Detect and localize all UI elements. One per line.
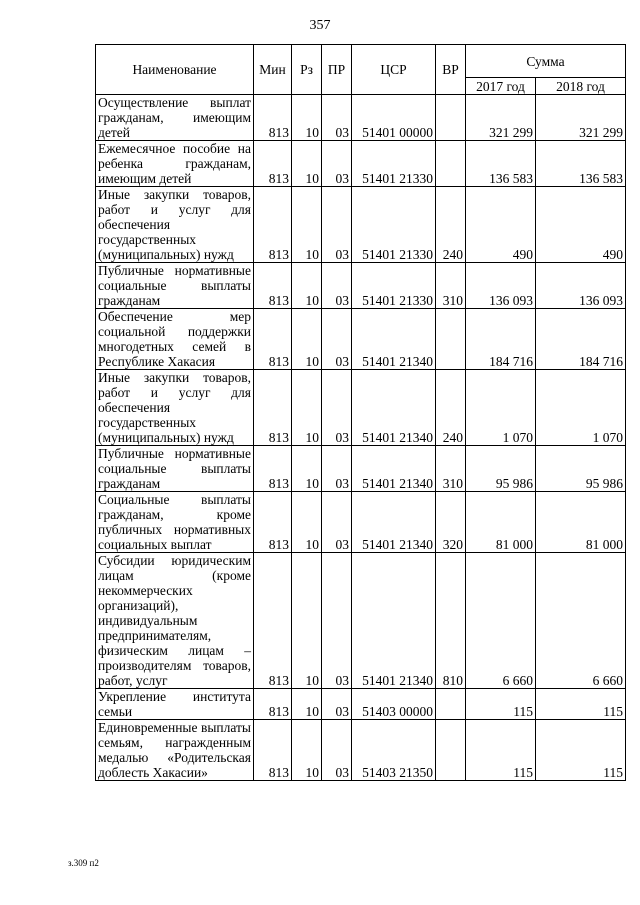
cell-name: Осуществление выплат гражданам, имеющим детей (96, 95, 254, 141)
table-row (96, 263, 626, 309)
cell-csr: 51401 21330 (352, 263, 436, 309)
cell-sum-2018: 115 (536, 689, 626, 720)
table-row (96, 141, 626, 187)
cell-sum-2018: 81 000 (536, 492, 626, 553)
header-rz: Рз (292, 45, 322, 95)
header-min: Мин (254, 45, 292, 95)
table-row (96, 689, 626, 720)
cell-min: 813 (254, 689, 292, 720)
cell-name: Публичные нормативные социальные выплаты гражданам (96, 263, 254, 309)
table-row (96, 492, 626, 553)
cell-sum-2018: 136 093 (536, 263, 626, 309)
cell-sum-2017: 136 093 (466, 263, 536, 309)
cell-csr: 51401 00000 (352, 95, 436, 141)
table-row (96, 309, 626, 370)
header-name: Наименование (96, 45, 254, 95)
table-body (96, 95, 626, 781)
cell-name: Единовременные выплаты семьям, награжденным медалью «Родительская доблесть Хакасии» (96, 720, 254, 781)
cell-pr: 03 (322, 309, 352, 370)
cell-sum-2018: 490 (536, 187, 626, 263)
cell-vr: 310 (436, 263, 466, 309)
cell-vr: 240 (436, 370, 466, 446)
header-year-2018: 2018 год (536, 78, 626, 95)
cell-sum-2017: 490 (466, 187, 536, 263)
cell-name: Иные закупки товаров, работ и услуг для обеспечения государственных (муниципальных) нужд (96, 370, 254, 446)
cell-pr: 03 (322, 689, 352, 720)
cell-vr (436, 141, 466, 187)
header-vr: ВР (436, 45, 466, 95)
cell-rz: 10 (292, 309, 322, 370)
cell-sum-2018: 6 660 (536, 553, 626, 689)
budget-table (95, 44, 626, 781)
cell-sum-2017: 6 660 (466, 553, 536, 689)
cell-sum-2017: 95 986 (466, 446, 536, 492)
cell-csr: 51403 21350 (352, 720, 436, 781)
cell-csr: 51403 00000 (352, 689, 436, 720)
cell-vr (436, 309, 466, 370)
table-row (96, 370, 626, 446)
cell-sum-2017: 1 070 (466, 370, 536, 446)
header-sum: Сумма (466, 45, 626, 78)
cell-sum-2018: 95 986 (536, 446, 626, 492)
cell-pr: 03 (322, 370, 352, 446)
cell-sum-2018: 136 583 (536, 141, 626, 187)
cell-rz: 10 (292, 370, 322, 446)
cell-min: 813 (254, 309, 292, 370)
cell-min: 813 (254, 187, 292, 263)
cell-rz: 10 (292, 263, 322, 309)
cell-pr: 03 (322, 553, 352, 689)
cell-csr: 51401 21340 (352, 553, 436, 689)
cell-sum-2017: 115 (466, 720, 536, 781)
table-row (96, 720, 626, 781)
cell-name: Публичные нормативные социальные выплаты гражданам (96, 446, 254, 492)
cell-vr: 240 (436, 187, 466, 263)
cell-pr: 03 (322, 446, 352, 492)
cell-min: 813 (254, 141, 292, 187)
cell-rz: 10 (292, 446, 322, 492)
cell-name: Обеспечение мер социальной поддержки многодетных семей в Республике Хакасия (96, 309, 254, 370)
cell-csr: 51401 21340 (352, 492, 436, 553)
cell-vr: 310 (436, 446, 466, 492)
cell-pr: 03 (322, 720, 352, 781)
cell-sum-2018: 115 (536, 720, 626, 781)
cell-csr: 51401 21330 (352, 141, 436, 187)
cell-sum-2017: 321 299 (466, 95, 536, 141)
header-year-2017: 2017 год (466, 78, 536, 95)
cell-sum-2017: 81 000 (466, 492, 536, 553)
cell-sum-2017: 115 (466, 689, 536, 720)
cell-csr: 51401 21330 (352, 187, 436, 263)
header-pr: ПР (322, 45, 352, 95)
table-row (96, 446, 626, 492)
cell-pr: 03 (322, 492, 352, 553)
cell-rz: 10 (292, 689, 322, 720)
cell-rz: 10 (292, 492, 322, 553)
cell-name: Социальные выплаты гражданам, кроме публичных нормативных социальных выплат (96, 492, 254, 553)
table-row (96, 187, 626, 263)
cell-pr: 03 (322, 263, 352, 309)
cell-min: 813 (254, 95, 292, 141)
page-number: 357 (309, 18, 331, 33)
cell-name: Субсидии юридическим лицам (кроме некоммерческих организаций), индивидуальным предпринимателям, физическим лицам – производителям товаров, работ, услуг (96, 553, 254, 689)
header-csr: ЦСР (352, 45, 436, 95)
cell-vr: 320 (436, 492, 466, 553)
table-row (96, 95, 626, 141)
cell-pr: 03 (322, 95, 352, 141)
cell-sum-2017: 136 583 (466, 141, 536, 187)
cell-min: 813 (254, 492, 292, 553)
cell-sum-2018: 321 299 (536, 95, 626, 141)
cell-name: Иные закупки товаров, работ и услуг для обеспечения государственных (муниципальных) нужд (96, 187, 254, 263)
cell-rz: 10 (292, 141, 322, 187)
cell-min: 813 (254, 446, 292, 492)
table-row (96, 553, 626, 689)
cell-min: 813 (254, 553, 292, 689)
cell-vr (436, 95, 466, 141)
cell-sum-2018: 1 070 (536, 370, 626, 446)
cell-vr (436, 720, 466, 781)
cell-name: Ежемесячное пособие на ребенка гражданам, имеющим детей (96, 141, 254, 187)
cell-rz: 10 (292, 95, 322, 141)
cell-csr: 51401 21340 (352, 446, 436, 492)
cell-name: Укрепление института семьи (96, 689, 254, 720)
cell-rz: 10 (292, 187, 322, 263)
cell-min: 813 (254, 720, 292, 781)
cell-pr: 03 (322, 141, 352, 187)
cell-csr: 51401 21340 (352, 309, 436, 370)
cell-min: 813 (254, 263, 292, 309)
cell-pr: 03 (322, 187, 352, 263)
cell-vr (436, 689, 466, 720)
cell-min: 813 (254, 370, 292, 446)
cell-rz: 10 (292, 553, 322, 689)
cell-csr: 51401 21340 (352, 370, 436, 446)
cell-vr: 810 (436, 553, 466, 689)
footer-code: з.309 п2 (68, 858, 99, 868)
cell-rz: 10 (292, 720, 322, 781)
cell-sum-2018: 184 716 (536, 309, 626, 370)
cell-sum-2017: 184 716 (466, 309, 536, 370)
